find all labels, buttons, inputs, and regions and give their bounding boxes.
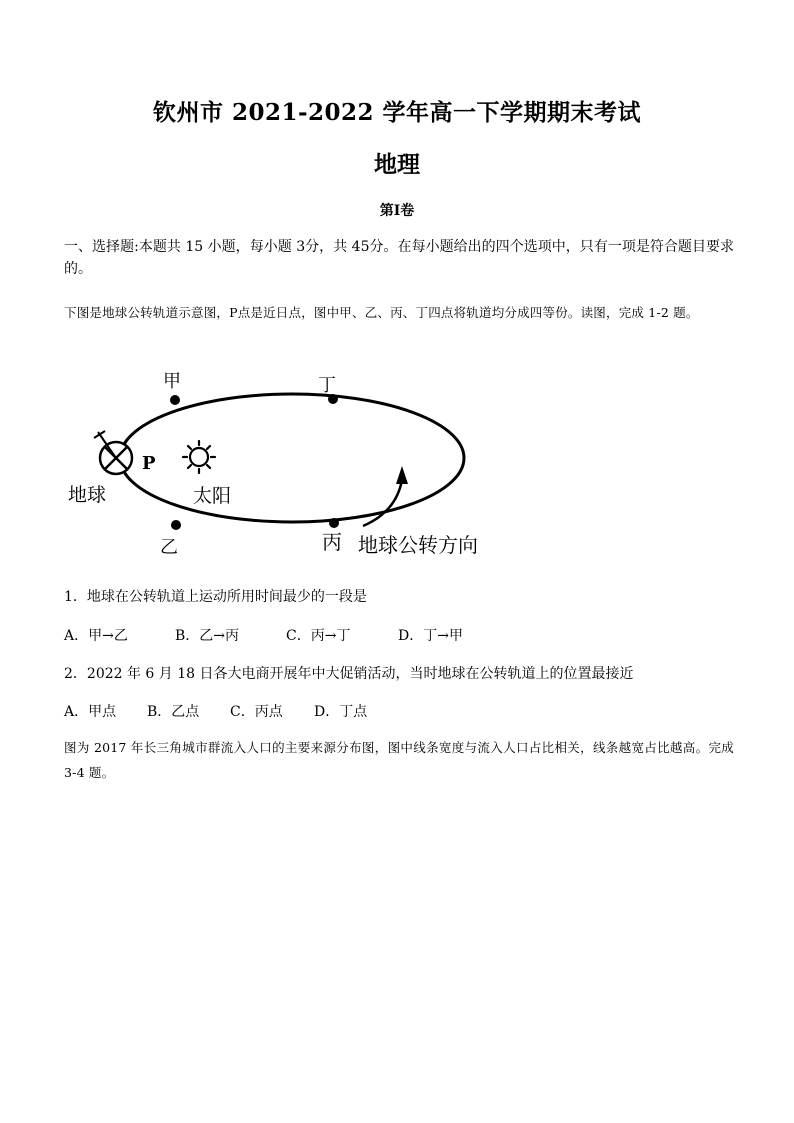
q1-option-a[interactable]: A．甲→乙 <box>64 628 128 644</box>
orbit-diagram <box>60 362 520 562</box>
subject-title: 地理 <box>374 151 420 178</box>
label-bing: 丙 <box>322 530 342 554</box>
label-direction: 地球公转方向 <box>358 533 478 557</box>
label-yi: 乙 <box>160 537 178 558</box>
group1-intro: 下图是地球公转轨道示意图，P点是近日点，图中甲、乙、丙、丁四点将轨道均分成四等份。读图，完成 1-2 题。 <box>64 305 699 320</box>
point-jia-dot <box>170 395 180 405</box>
q1-option-b[interactable]: B．乙→丙 <box>175 628 240 644</box>
point-yi-dot <box>171 520 181 530</box>
q1-option-c[interactable]: C．丙→丁 <box>286 628 351 644</box>
point-bing-dot <box>329 518 339 528</box>
label-ding: 丁 <box>318 375 336 396</box>
label-sun: 太阳 <box>193 485 232 507</box>
section-instructions: 一、选择题:本题共 15 小题，每小题 3分，共 45分。在每小题给出的四个选项中，只有一项是符合题目要求的。 <box>64 239 734 277</box>
question-1-stem: 1．地球在公转轨道上运动所用时间最少的一段是 <box>64 589 367 605</box>
volume-label: 第Ⅰ卷 <box>379 203 415 219</box>
sun-icon <box>183 441 215 473</box>
group2-intro: 图为 2017 年长三角城市群流入人口的主要来源分布图，图中线条宽度与流入人口占比相关，线条越宽占比越高。完成 3-4 题。 <box>64 740 734 780</box>
orbit-ellipse <box>120 394 464 522</box>
q2-option-b[interactable]: B．乙点 <box>147 704 200 720</box>
revolution-direction-arrow-icon <box>363 466 408 526</box>
label-jia: 甲 <box>163 371 181 392</box>
question-2-stem: 2．2022 年 6 月 18 日各大电商开展年中大促销活动，当时地球在公转轨道上的位置最接近 <box>64 666 634 682</box>
q2-option-c[interactable]: C．丙点 <box>230 704 283 720</box>
q1-option-d[interactable]: D．丁→甲 <box>398 628 463 644</box>
exam-title: 钦州市 2021-2022 学年高一下学期期末考试 <box>152 99 642 126</box>
label-p: P <box>142 453 156 474</box>
label-earth: 地球 <box>68 484 107 506</box>
q2-option-a[interactable]: A．甲点 <box>64 704 117 720</box>
q2-option-d[interactable]: D．丁点 <box>314 704 368 720</box>
